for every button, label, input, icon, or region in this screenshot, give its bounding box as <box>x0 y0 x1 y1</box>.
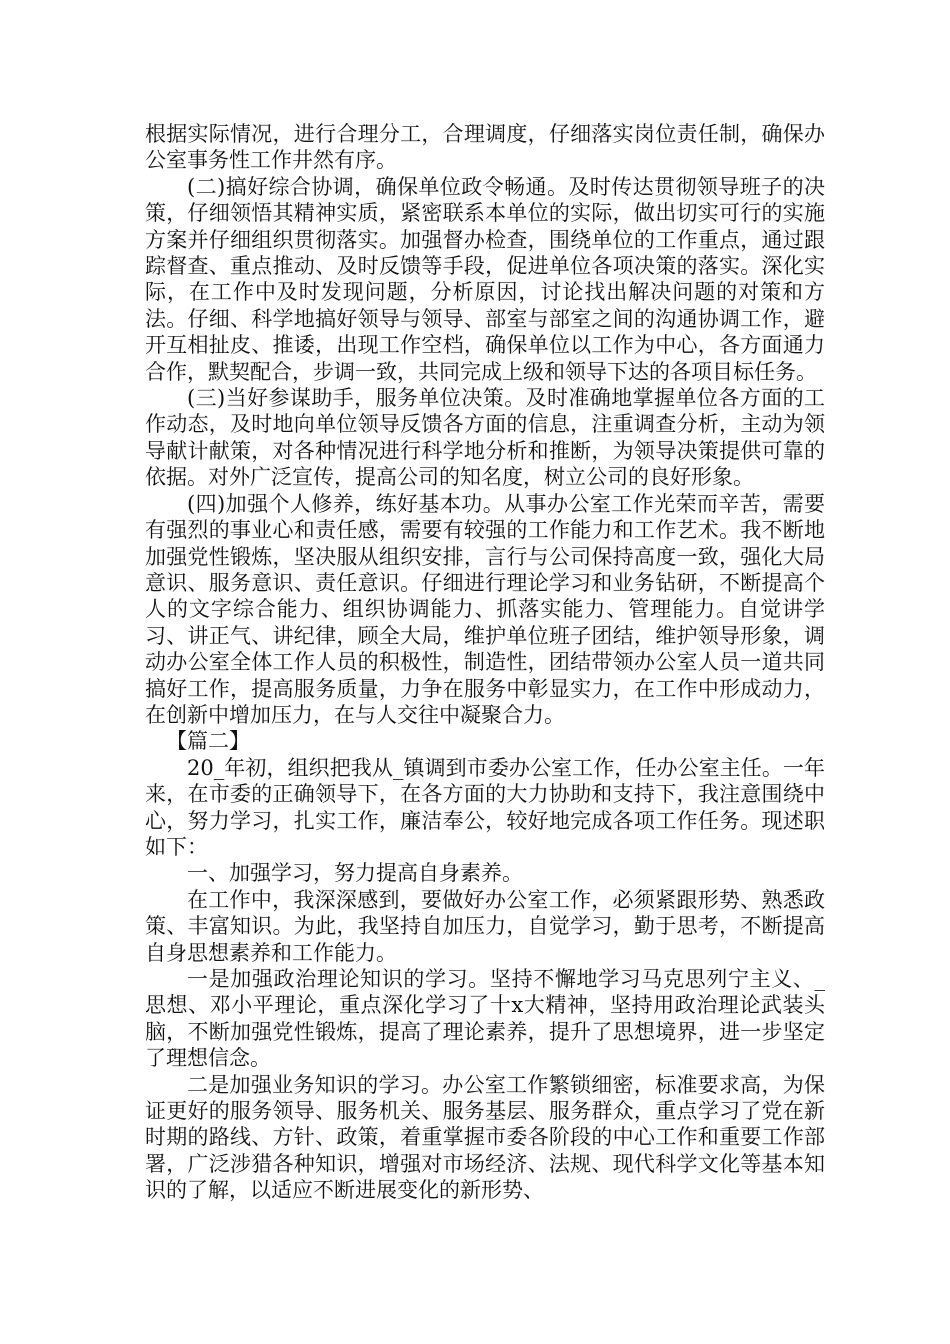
paragraph-7: 一、加强学习，努力提高自身素养。 <box>187 861 523 886</box>
paragraph-2: (二)搞好综合协调，确保单位政令畅通。及时传达贯彻领导班子的决策，仔细领悟其精神实质，紧密联系本单位的实际，做出切实可行的实施方案并仔细组织贯彻落实。加强督办检查，围绕单位的工作重点，通过跟踪督查、重点推动、及时反馈等手段，促进单位各项决策的落实。深化实际，在工作中及时发现问题，分析原因，讨论找出解决问题的对策和方法。仔细、科学地搞好领导与领导、部室与部室之间的沟通协调工作，避开互相扯皮、推诿，出现工作空档，确保单位以工作为中心，各方面通力合作，默契配合，步调一致，共同完成上级和领导下达的各项目标任务。 <box>145 174 825 384</box>
paragraph-3: (三)当好参谋助手，服务单位决策。及时准确地掌握单位各方面的工作动态，及时地向单位领导反馈各方面的信息，注重调查分析，主动为领导献计献策，对各种情况进行科学地分析和推断，为领导决策提供可靠的依据。对外广泛宣传，提高公司的知名度，树立公司的良好形象。 <box>145 386 825 490</box>
paragraph-10: 二是加强业务知识的学习。办公室工作繁锁细密，标准要求高，为保证更好的服务领导、服务机关、服务基层、服务群众，重点学习了党在新时期的路线、方针、政策，着重掌握市委各阶段的中心工作和重要工作部署，广泛涉猎各种知识，增强对市场经济、法规、现代科学文化等基本知识的了解，以适应不断进展变化的新形势、 <box>145 1072 825 1203</box>
section-heading: 【篇二】 <box>166 729 250 754</box>
paragraph-1: 根据实际情况，进行合理分工，合理调度，仔细落实岗位责任制，确保办公室事务性工作井然有序。 <box>145 122 825 173</box>
paragraph-8: 在工作中，我深深感到，要做好办公室工作，必须紧跟形势、熟悉政策、丰富知识。为此，我坚持自加压力，自觉学习，勤于思考，不断提高自身思想素养和工作能力。 <box>145 887 825 965</box>
document-body <box>145 121 825 1204</box>
paragraph-4: (四)加强个人修养，练好基本功。从事办公室工作光荣而辛苦，需要有强烈的事业心和责任感，需要有较强的工作能力和工作艺术。我不断地加强党性锻炼，坚决服从组织安排，言行与公司保持高度一致，强化大局意识、服务意识、责任意识。仔细进行理论学习和业务钻研，不断提高个人的文字综合能力、组织协调能力、抓落实能力、管理能力。自觉讲学习、讲正气、讲纪律，顾全大局，维护单位班子团结，维护领导形象，调动办公室全体工作人员的积极性，制造性，团结带领办公室人员一道共同搞好工作，提高服务质量，力争在服务中彰显实力，在工作中形成动力，在创新中增加压力，在与人交往中凝聚合力。 <box>145 491 825 727</box>
paragraph-6: 20_年初，组织把我从_镇调到市委办公室工作，任办公室主任。一年来，在市委的正确领导下，在各方面的大力协助和支持下，我注意围绕中心，努力学习，扎实工作，廉洁奉公，较好地完成各项工作任务。现述职如下： <box>145 755 825 859</box>
paragraph-9: 一是加强政治理论知识的学习。坚持不懈地学习马克思列宁主义、_思想、邓小平理论，重点深化学习了十x大精神，坚持用政治理论武装头脑，不断加强党性锻炼，提高了理论素养，提升了思想境界，进一步坚定了理想信念。 <box>145 967 825 1071</box>
